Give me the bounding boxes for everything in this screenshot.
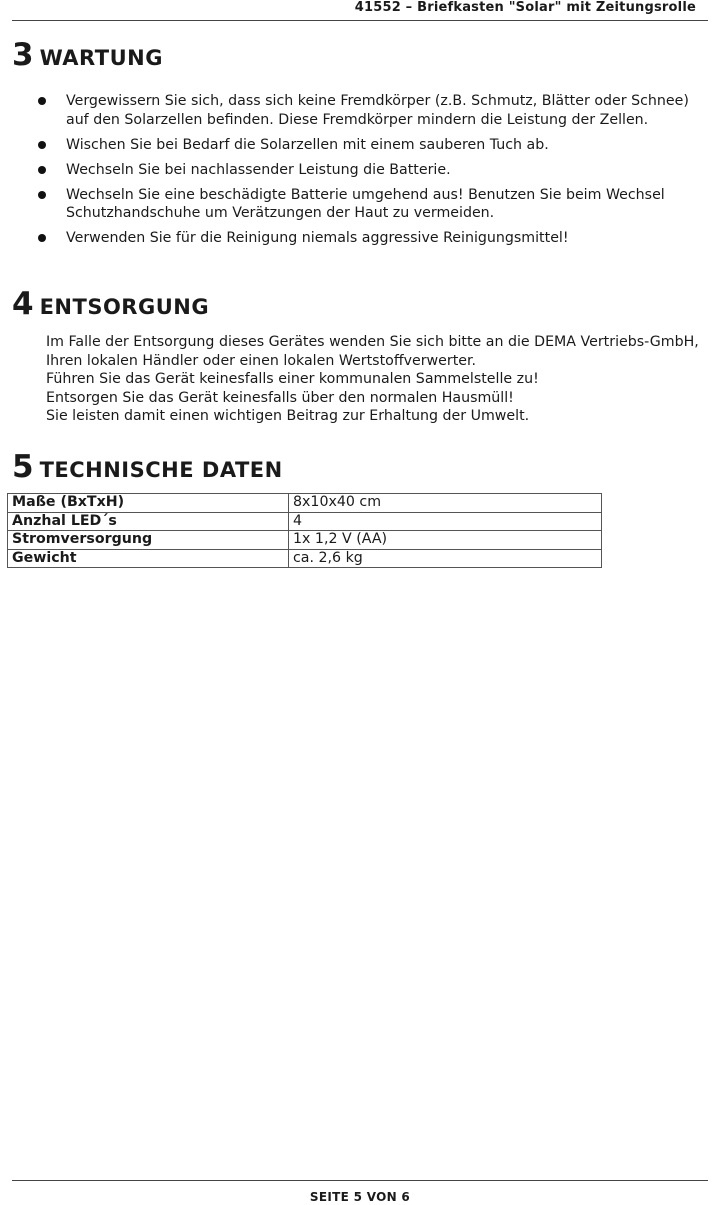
list-item [0, 161, 720, 180]
bullet-icon [38, 191, 46, 199]
section-title-technische-daten [12, 449, 283, 485]
spec-key: Anzhal LED´s [8, 512, 289, 531]
section-number: 5 [12, 449, 34, 485]
paragraph: Führen Sie das Gerät keinesfalls einer kommunalen Sammelstelle zu! [46, 371, 539, 388]
paragraph: Sie leisten damit einen wichtigen Beitrag zur Erhaltung der Umwelt. [46, 408, 530, 425]
section-heading: ENTSORGUNG [39, 295, 210, 319]
list-item [0, 136, 720, 155]
page-header [12, 0, 708, 21]
entsorgung-text [46, 333, 716, 426]
spec-key: Maße (BxTxH) [8, 494, 289, 513]
list-item-text: Wechseln Sie bei nachlassender Leistung die Batterie. [66, 161, 451, 178]
section-heading: TECHNISCHE DATEN [39, 458, 283, 482]
section-heading: WARTUNG [39, 46, 163, 70]
table-row [8, 494, 602, 513]
section-number: 4 [12, 286, 34, 322]
list-item [0, 229, 720, 248]
list-item-text: Wischen Sie bei Bedarf die Solarzellen mit einem sauberen Tuch ab. [66, 136, 549, 153]
spec-key: Gewicht [8, 549, 289, 568]
list-item [0, 186, 720, 223]
spec-key: Stromversorgung [8, 531, 289, 550]
spec-value: ca. 2,6 kg [289, 549, 602, 568]
section-title-wartung [12, 37, 163, 73]
section-number: 3 [12, 37, 34, 73]
list-item [0, 92, 720, 129]
table-row [8, 549, 602, 568]
table-row [8, 512, 602, 531]
paragraph: Entsorgen Sie das Gerät keinesfalls über den normalen Hausmüll! [46, 389, 514, 406]
bullet-icon [38, 234, 46, 242]
list-item-text: Vergewissern Sie sich, dass sich keine Fremdkörper (z.B. Schmutz, Blätter oder Schnee) auf den Solarzellen befinden. Diese Fremdkörper mindern die Leistung der Zellen. [66, 93, 689, 128]
specs-table [7, 493, 602, 568]
bullet-icon [38, 97, 46, 105]
spec-value: 4 [289, 512, 602, 531]
table-row [8, 531, 602, 550]
list-item-text: Verwenden Sie für die Reinigung niemals aggressive Reinigungsmittel! [66, 230, 569, 246]
bullet-icon [38, 166, 46, 174]
page-footer [12, 1180, 708, 1204]
bullet-icon [38, 141, 46, 149]
document-title: 41552 – Briefkasten "Solar" mit Zeitungsrolle [354, 0, 696, 15]
spec-value: 1x 1,2 V (AA) [289, 531, 602, 550]
page-number: SEITE 5 VON 6 [309, 1190, 411, 1204]
list-item-text: Wechseln Sie eine beschädigte Batterie umgehend aus! Benutzen Sie beim Wechsel Schutzhandschuhe um Verätzungen der Haut zu vermeiden. [66, 186, 665, 221]
spec-value: 8x10x40 cm [289, 494, 602, 513]
wartung-list [0, 92, 720, 254]
paragraph: Im Falle der Entsorgung dieses Gerätes wenden Sie sich bitte an die DEMA Vertriebs-GmbH, Ihren lokalen Händler oder einen lokalen Wertstoffverwerter. [46, 334, 699, 369]
section-title-entsorgung [12, 286, 209, 322]
